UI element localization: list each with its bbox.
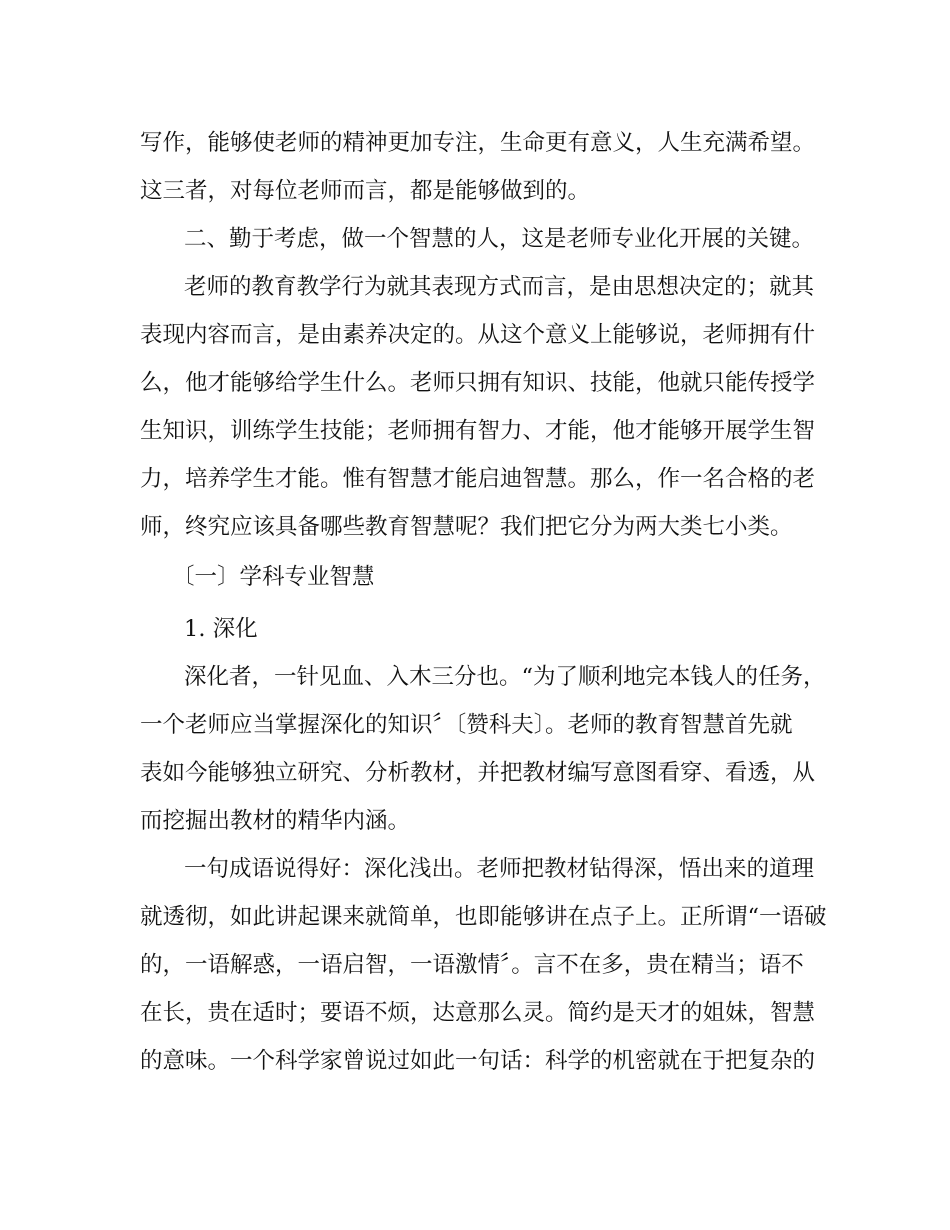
paragraph-line: 在长，贵在适时；要语不烦，达意那么灵。简约是天才的姐妹，智慧 (140, 1000, 816, 1026)
paragraph-line: 的意味。一个科学家曾说过如此一句话：科学的机密就在于把复杂的 (140, 1048, 816, 1074)
paragraph-line: 么，他才能够给学生什么。老师只拥有知识、技能，他就只能传授学 (140, 370, 816, 396)
paragraph-line: 的，一语解惑，一语启智，一语激情〞。言不在多，贵在精当；语不 (140, 952, 804, 978)
item-heading: 1. 深化 (184, 616, 258, 642)
paragraph-line: 老师的教育教学行为就其表现方式而言，是由思想决定的；就其 (184, 274, 815, 300)
paragraph-line: 而挖掘出教材的精华内涵。 (140, 808, 411, 834)
paragraph-line: 就透彻，如此讲起课来就简单，也即能够讲在点子上。正所谓“一语破 (140, 904, 827, 930)
paragraph-line: 这三者，对每位老师而言，都是能够做到的。 (140, 178, 591, 204)
paragraph-line: 一句成语说得好：深化浅出。老师把教材钻得深，悟出来的道理 (184, 856, 815, 882)
paragraph-line: 生知识，训练学生技能；老师拥有智力、才能，他才能够开展学生智 (140, 418, 816, 444)
paragraph-line: 深化者，一针见血、入木三分也。“为了顺利地完本钱人的任务， (184, 664, 826, 690)
paragraph-line: 写作，能够使老师的精神更加专注，生命更有意义，人生充满希望。 (140, 130, 816, 156)
subsection-heading: 〔一〕学科专业智慧 (172, 564, 375, 590)
paragraph-line: 表如今能够独立研究、分析教材，并把教材编写意图看穿、看透，从 (140, 760, 816, 786)
section-heading: 二、勤于考虑，做一个智慧的人，这是老师专业化开展的关键。 (184, 226, 815, 252)
paragraph-line: 师，终究应该具备哪些教育智慧呢？我们把它分为两大类七小类。 (140, 514, 793, 540)
paragraph-line: 一个老师应当掌握深化的知识〞〔赞科夫〕。老师的教育智慧首先就 (140, 712, 793, 738)
paragraph-line: 表现内容而言，是由素养决定的。从这个意义上能够说，老师拥有什 (140, 322, 816, 348)
paragraph-line: 力，培养学生才能。惟有智慧才能启迪智慧。那么，作一名合格的老 (140, 466, 816, 492)
